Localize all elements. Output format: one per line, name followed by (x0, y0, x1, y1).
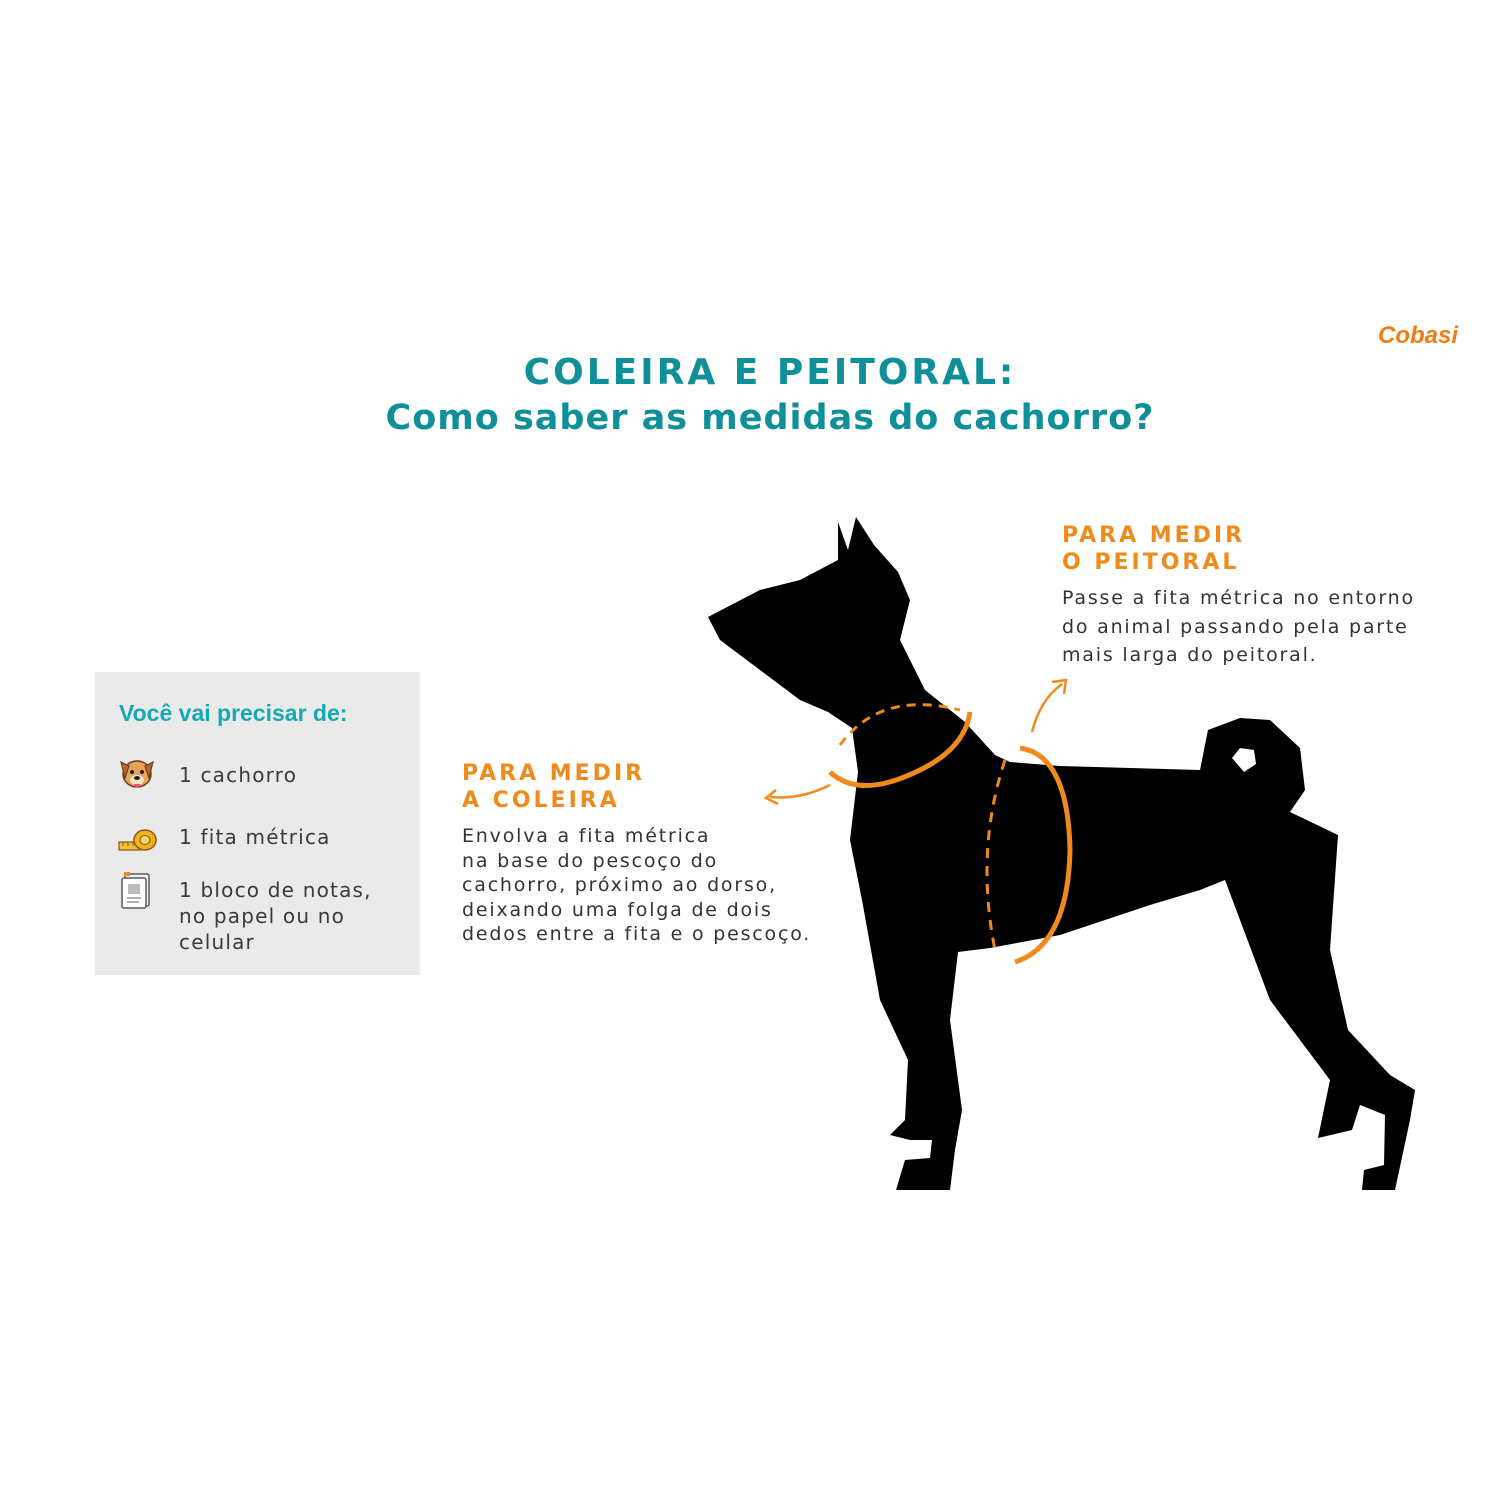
chest-arrow (1032, 684, 1062, 732)
need-item-dog: 1 cachorro (179, 763, 298, 787)
requirements-title: Você vai precisar de: (119, 700, 348, 726)
collar-text-line-4: deixando uma folga de dois (462, 898, 773, 921)
collar-text-line-1: Envolva a fita métrica (462, 825, 711, 847)
chest-text-line-3: mais larga do peitoral. (1062, 644, 1318, 666)
collar-heading-line-1: PARA MEDIR (462, 761, 646, 786)
notepad-line-1: 1 bloco de notas, (179, 878, 372, 902)
cobasi-logo: Cobasi (1378, 322, 1459, 349)
page-subtitle: Como saber as medidas do cachorro? (385, 398, 1155, 438)
chest-heading-line-1: PARA MEDIR (1062, 523, 1246, 548)
page-title: COLEIRA E PEITORAL: (523, 352, 1017, 393)
chest-text-line-1: Passe a fita métrica no entorno (1062, 587, 1415, 609)
collar-text-line-5: dedos entre a fita e o pescoço. (462, 923, 812, 945)
collar-text-line-3: cachorro, próximo ao dorso, (462, 874, 777, 896)
collar-arrow (770, 785, 830, 798)
notepad-line-3: celular (179, 930, 255, 954)
chest-heading-line-2: O PEITORAL (1062, 550, 1240, 575)
dog-silhouette (708, 517, 1415, 1190)
collar-heading-line-2: A COLEIRA (462, 788, 620, 813)
need-item-tape: 1 fita métrica (179, 825, 331, 849)
chest-text-line-2: do animal passando pela parte (1062, 615, 1409, 638)
collar-text-line-2: na base do pescoço do (462, 849, 719, 872)
notepad-line-2: no papel ou no (179, 904, 346, 928)
